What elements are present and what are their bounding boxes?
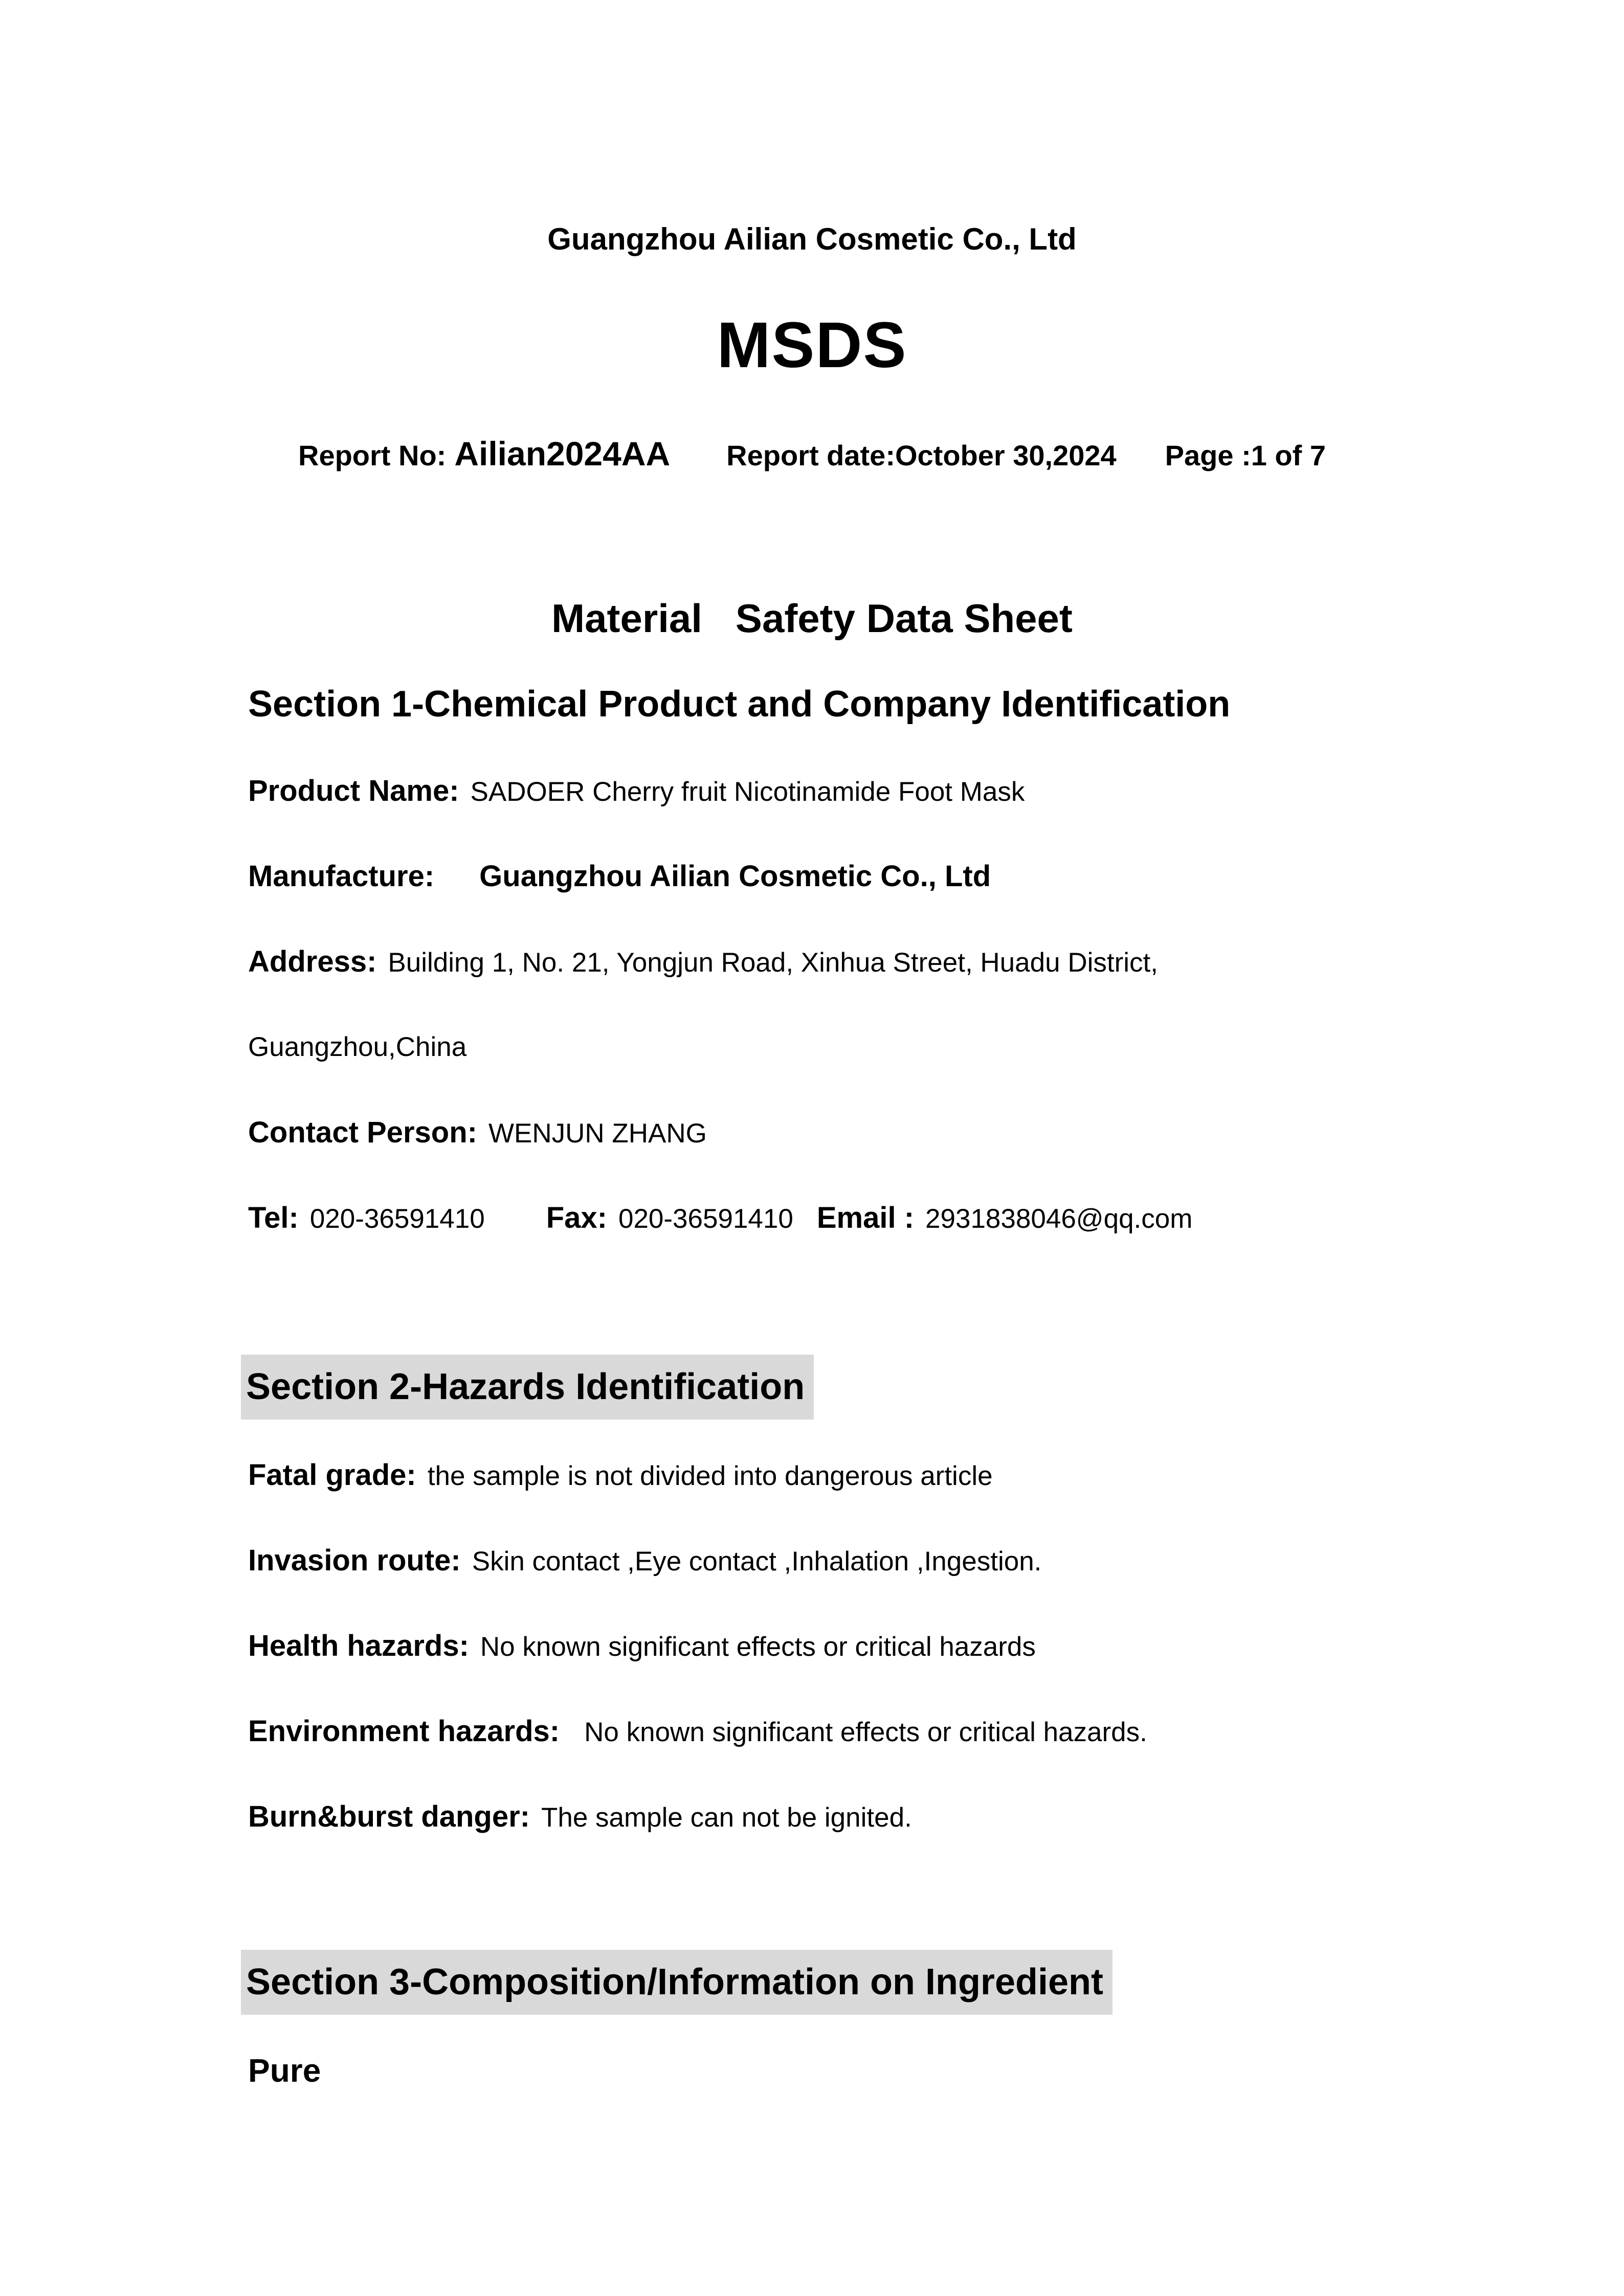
address-value-line1: Building 1, No. 21, Yongjun Road, Xinhua Street, Huadu District, <box>388 948 1158 978</box>
burn-burst-danger-label: Burn&burst danger: <box>248 1800 530 1833</box>
health-hazards-value: No known significant effects or critical hazards <box>480 1632 1036 1662</box>
section2-heading-row <box>241 1355 814 1420</box>
contact-person-value: WENJUN ZHANG <box>488 1118 707 1149</box>
field-address-continued <box>248 1029 466 1066</box>
address-value-line2: Guangzhou,China <box>248 1032 467 1062</box>
report-date: Report date:October 30,2024 <box>726 439 1117 471</box>
section2-heading: Section 2-Hazards Identification <box>241 1355 814 1420</box>
report-no-value: Ailian2024AA <box>454 435 671 472</box>
field-contact-person <box>248 1114 707 1152</box>
product-name-value: SADOER Cherry fruit Nicotinamide Foot Mask <box>470 777 1025 807</box>
page-indicator: Page :1 of 7 <box>1165 439 1326 471</box>
health-hazards-label: Health hazards: <box>248 1629 469 1662</box>
contact-person-label: Contact Person: <box>248 1116 477 1149</box>
invasion-route-label: Invasion route: <box>248 1544 461 1577</box>
burn-burst-danger-value: The sample can not be ignited. <box>541 1803 912 1833</box>
email-label: Email : <box>816 1201 915 1234</box>
doc-title: MSDS <box>717 309 907 381</box>
tel-value: 020-36591410 <box>309 1204 485 1234</box>
fatal-grade-value: the sample is not divided into dangerous article <box>427 1461 993 1491</box>
environment-hazards-label: Environment hazards: <box>248 1715 560 1748</box>
field-product-name <box>248 773 1025 811</box>
fax-value: 020-36591410 <box>618 1204 793 1234</box>
invasion-route-value: Skin contact ,Eye contact ,Inhalation ,Ingestion. <box>472 1546 1042 1577</box>
field-invasion-route <box>248 1542 1041 1580</box>
field-tel-fax-email <box>248 1200 1192 1237</box>
fax-label: Fax: <box>546 1201 607 1234</box>
company-header: Guangzhou Ailian Cosmetic Co., Ltd <box>547 222 1077 256</box>
manufacture-value: Guangzhou Ailian Cosmetic Co., Ltd <box>479 860 991 893</box>
section3-heading-row <box>241 1950 1113 2015</box>
field-manufacture <box>248 858 991 896</box>
field-fatal-grade <box>248 1457 993 1495</box>
report-line <box>0 433 1624 476</box>
sheet-title: Material Safety Data Sheet <box>551 596 1073 641</box>
field-address <box>248 943 1158 981</box>
product-name-label: Product Name: <box>248 774 459 807</box>
section1-heading: Section 1-Chemical Product and Company Identification <box>248 684 1231 725</box>
tel-label: Tel: <box>248 1201 299 1234</box>
fatal-grade-label: Fatal grade: <box>248 1458 416 1492</box>
purity-text: Pure <box>248 2052 321 2089</box>
section3-heading: Section 3-Composition/Information on Ingredient <box>241 1950 1113 2015</box>
field-health-hazards <box>248 1628 1036 1665</box>
email-value: 2931838046@qq.com <box>925 1204 1193 1234</box>
environment-hazards-value: No known significant effects or critical hazards. <box>584 1717 1147 1747</box>
address-label: Address: <box>248 945 377 978</box>
report-no-label: Report No: <box>298 439 447 471</box>
field-environment-hazards <box>248 1713 1147 1751</box>
manufacture-label: Manufacture: <box>248 860 435 893</box>
field-burn-burst-danger <box>248 1798 912 1836</box>
